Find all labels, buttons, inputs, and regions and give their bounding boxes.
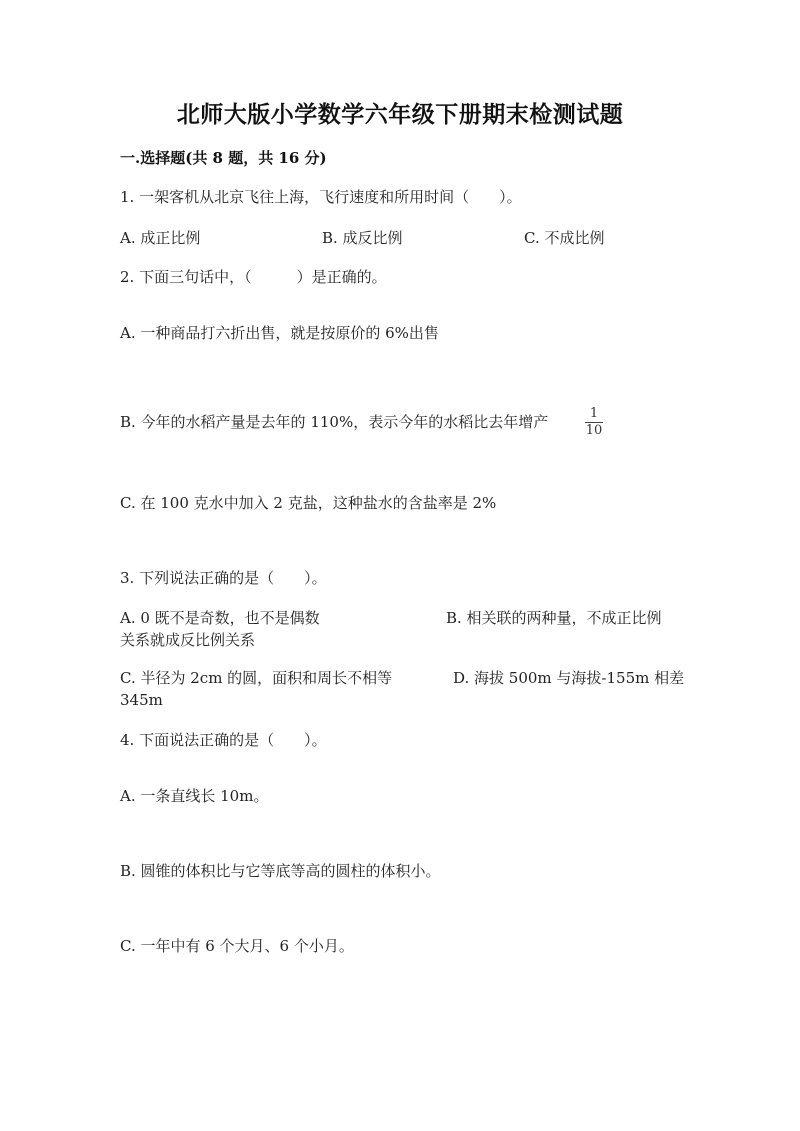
fraction-denominator: 10	[585, 423, 603, 438]
question-1-stem: 1. 一架客机从北京飞往上海，飞行速度和所用时间（ ）。	[120, 188, 522, 206]
question-2-stem: 2. 下面三句话中，（ ）是正确的。	[120, 268, 387, 286]
q3-option-d: D. 海拔 500m 与海拔-155m 相差	[453, 669, 685, 687]
q4-option-a: A. 一条直线长 10m。	[120, 787, 269, 805]
q3-option-b: B. 相关联的两种量，不成正比例	[446, 609, 662, 627]
q4-option-b: B. 圆锥的体积比与它等底等高的圆柱的体积小。	[120, 862, 441, 880]
question-3-stem: 3. 下列说法正确的是（ ）。	[120, 569, 327, 587]
q3-option-b-continued: 关系就成反比例关系	[120, 631, 256, 649]
q2-option-b: B. 今年的水稻产量是去年的 110%，表示今年的水稻比去年增产	[120, 413, 549, 431]
q3-option-a: A. 0 既不是奇数，也不是偶数	[120, 609, 320, 627]
q3-option-d-continued: 345m	[120, 691, 163, 709]
fraction-numerator: 1	[589, 406, 599, 421]
q4-option-c: C. 一年中有 6 个大月、6 个小月。	[120, 937, 354, 955]
fraction-one-tenth	[583, 407, 605, 438]
page-title: 北师大版小学数学六年级下册期末检测试题	[176, 101, 624, 128]
q1-option-b: B. 成反比例	[322, 229, 403, 247]
q1-option-a: A. 成正比例	[120, 229, 201, 247]
section-heading: 一.选择题(共 8 题，共 16 分)	[120, 149, 327, 167]
q2-option-a: A. 一种商品打六折出售，就是按原价的 6%出售	[120, 324, 439, 342]
question-4-stem: 4. 下面说法正确的是（ ）。	[120, 731, 327, 749]
q1-option-c: C. 不成比例	[524, 229, 605, 247]
q2-option-c: C. 在 100 克水中加入 2 克盐，这种盐水的含盐率是 2%	[120, 494, 497, 512]
q3-option-c: C. 半径为 2cm 的圆，面积和周长不相等	[120, 669, 393, 687]
